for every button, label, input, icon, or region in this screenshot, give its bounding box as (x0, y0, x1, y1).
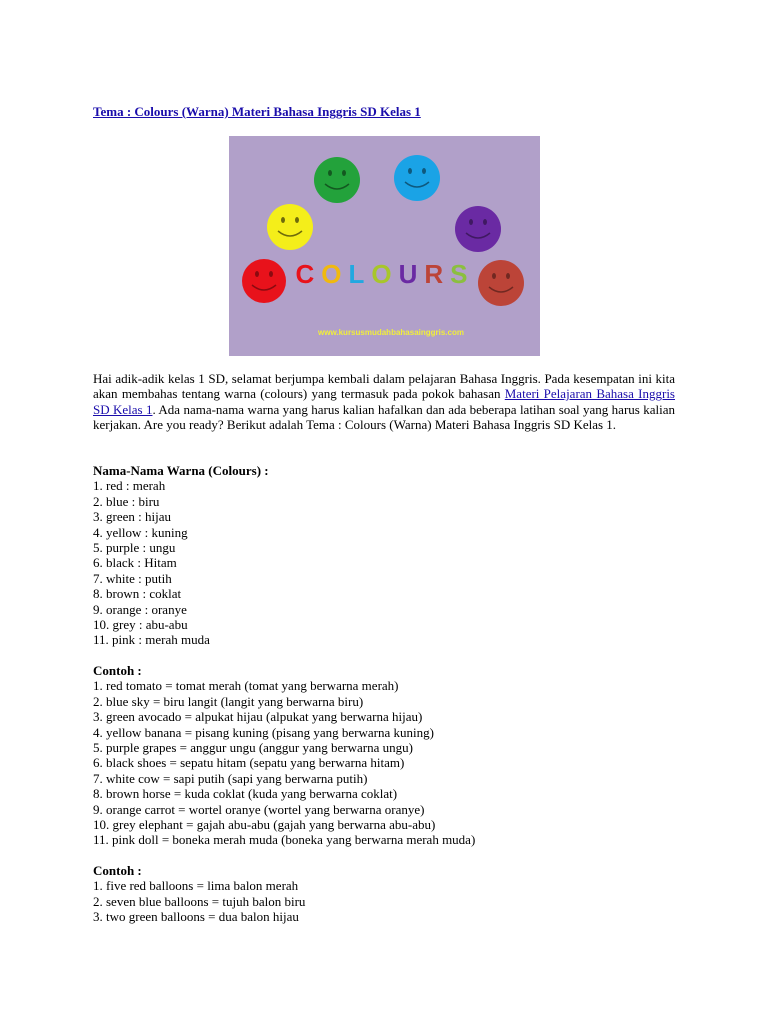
color-names-section (93, 463, 693, 648)
list-item: 11. pink : merah muda (93, 632, 210, 648)
colours-letter: O (371, 259, 399, 289)
colours-letter: R (424, 259, 451, 289)
list-item: 2. seven blue balloons = tujuh balon biru (93, 893, 306, 909)
list-item: 9. orange : oranye (93, 601, 187, 617)
list-item: 3. two green balloons = dua balon hijau (93, 909, 299, 925)
intro-paragraph (93, 371, 675, 433)
example-section-1 (93, 663, 693, 848)
example-list-2 (93, 878, 693, 924)
list-item: 3. green avocado = alpukat hijau (alpukat yang berwarna hijau) (93, 709, 423, 725)
page-title[interactable]: Tema : Colours (Warna) Materi Bahasa Inggris SD Kelas 1 (93, 104, 421, 119)
list-item: 2. blue : biru (93, 493, 160, 509)
colours-letter: S (450, 259, 475, 289)
list-item: 7. white : putih (93, 570, 172, 586)
colours-word (295, 259, 474, 289)
list-item: 7. white cow = sapi putih (sapi yang berwarna putih) (93, 770, 368, 786)
purple-smiley-icon (455, 206, 501, 252)
list-item: 11. pink doll = boneka merah muda (boneka yang berwarna merah muda) (93, 832, 476, 848)
intro-text-1: Hai adik-adik kelas 1 SD, selamat berjumpa kembali dalam pelajaran Bahasa Inggris. Pada kesempatan ini kita akan membahas tentang warna (colours) yang termasuk pada pokok bahasan (93, 371, 675, 402)
list-item: 4. yellow : kuning (93, 524, 188, 540)
example-section-2 (93, 863, 693, 925)
example-list-1 (93, 678, 693, 847)
blue-smiley-icon (394, 155, 440, 201)
colours-letter: U (398, 259, 425, 289)
intro-text-2: . Ada nama-nama warna yang harus kalian hafalkan dan ada beberapa latihan soal yang harus kalian kerjakan. Are you ready? Berikut adalah Tema : Colours (Warna) Materi Bahasa Inggris SD Kelas 1. (93, 401, 675, 433)
list-item: 2. blue sky = biru langit (langit yang berwarna biru) (93, 693, 364, 709)
list-item: 1. red tomato = tomat merah (tomat yang berwarna merah) (93, 678, 399, 694)
list-item: 6. black : Hitam (93, 555, 177, 571)
list-item: 10. grey elephant = gajah abu-abu (gajah yang berwarna abu-abu) (93, 817, 436, 833)
list-item: 9. orange carrot = wortel oranye (wortel yang berwarna oranye) (93, 801, 425, 817)
list-item: 10. grey : abu-abu (93, 617, 188, 633)
materi-link[interactable]: Materi Pelajaran Bahasa Inggris SD Kelas 1 (93, 386, 675, 417)
colours-illustration (229, 136, 540, 356)
green-smiley-icon (314, 157, 360, 203)
list-item: 8. brown horse = kuda coklat (kuda yang berwarna coklat) (93, 786, 398, 802)
colours-letter: O (321, 259, 349, 289)
example-heading-2: Contoh : (93, 863, 142, 878)
colours-letter: L (348, 259, 372, 289)
colours-letter: C (295, 259, 322, 289)
red-smiley-icon (242, 259, 286, 303)
list-item: 5. purple : ungu (93, 540, 176, 556)
brown-smiley-icon (478, 260, 524, 306)
website-caption: www.kursusmudahbahasainggris.com (318, 328, 464, 337)
example-heading-1: Contoh : (93, 663, 142, 678)
list-item: 3. green : hijau (93, 509, 171, 525)
list-item: 5. purple grapes = anggur ungu (anggur yang berwarna ungu) (93, 740, 413, 756)
color-names-list (93, 478, 693, 647)
list-item: 8. brown : coklat (93, 586, 182, 602)
list-item: 4. yellow banana = pisang kuning (pisang yang berwarna kuning) (93, 724, 434, 740)
list-item: 1. five red balloons = lima balon merah (93, 878, 299, 894)
color-names-heading: Nama-Nama Warna (Colours) : (93, 463, 269, 478)
list-item: 6. black shoes = sepatu hitam (sepatu yang berwarna hitam) (93, 755, 405, 771)
yellow-smiley-icon (267, 204, 313, 250)
list-item: 1. red : merah (93, 478, 166, 494)
